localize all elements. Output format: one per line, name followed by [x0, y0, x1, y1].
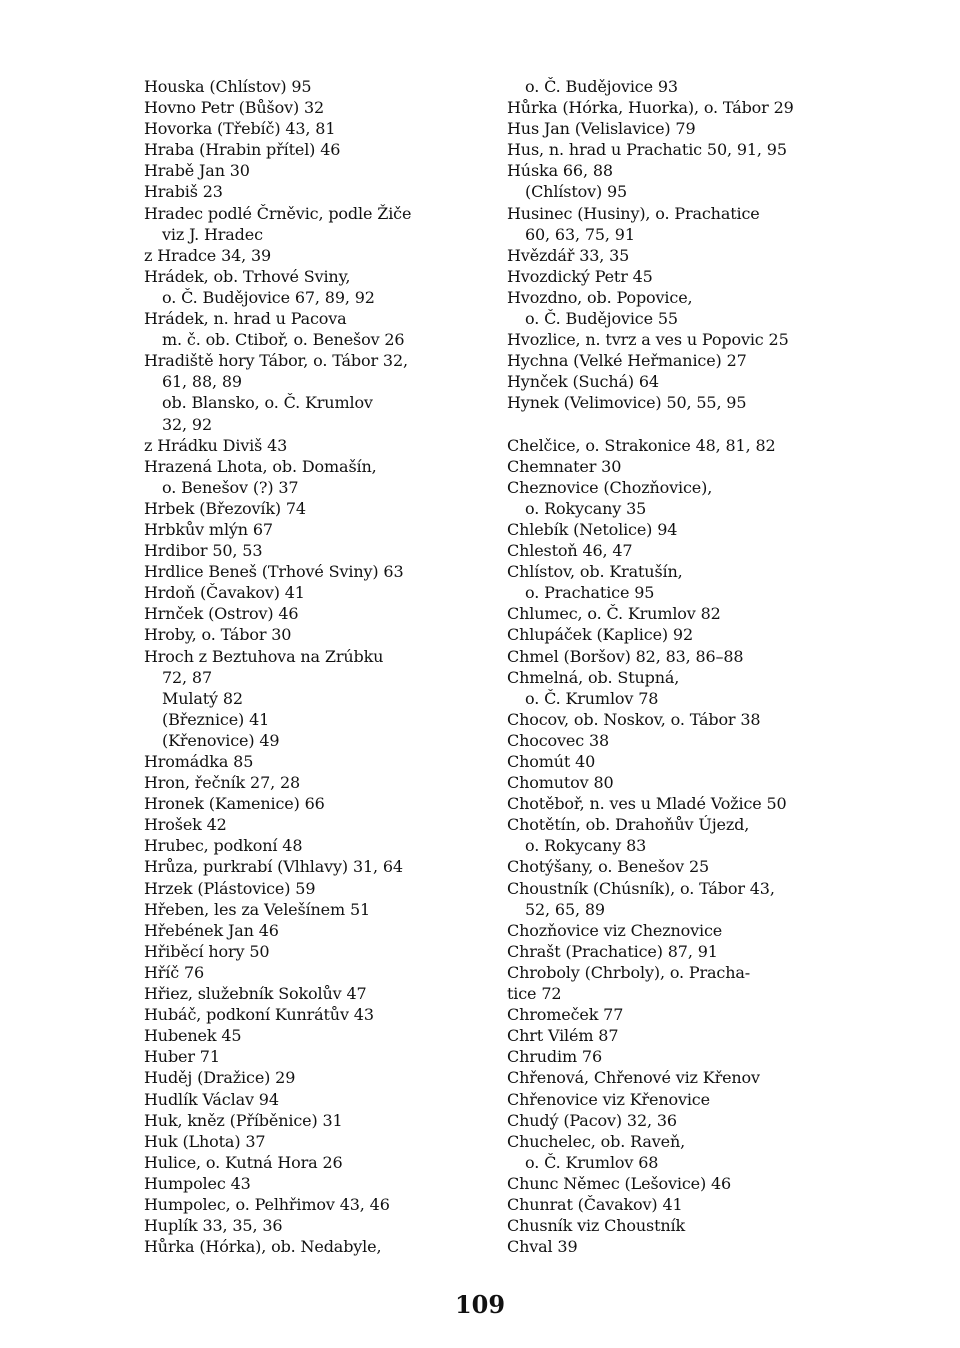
index-entry-line: Chozňovice viz Cheznovice — [507, 920, 723, 940]
index-entry-line: Chomutov 80 — [507, 773, 614, 793]
index-column-left — [144, 76, 462, 1257]
index-entry-line: Chuchelec, ob. Raveň, — [507, 1131, 686, 1151]
index-entry-line: Hychna (Velké Heřmanice) 27 — [507, 351, 747, 371]
index-gap — [507, 414, 827, 435]
index-entry-line: o. Prachatice 95 — [525, 583, 655, 603]
index-entry-line: ob. Blansko, o. Č. Krumlov — [162, 393, 373, 413]
index-entry-line: Chotětín, ob. Drahoňův Újezd, — [507, 815, 750, 835]
index-entry-line: Hůrka (Hórka), ob. Nedabyle, — [144, 1237, 382, 1257]
index-entry-line: Mulatý 82 — [162, 688, 243, 708]
index-entry-line: Hrošek 42 — [144, 815, 227, 835]
index-entry-line: Hrbek (Březovík) 74 — [144, 498, 306, 518]
index-entry-line: Hus Jan (Velislavice) 79 — [507, 119, 696, 139]
index-entry-line: Húska 66, 88 — [507, 161, 613, 181]
index-entry-line: Chlebík (Netolice) 94 — [507, 519, 678, 539]
index-entry-line: o. Č. Budějovice 93 — [525, 77, 678, 96]
index-entry-line: Hřeben, les za Velešínem 51 — [144, 899, 371, 919]
index-entry-line: Hus, n. hrad u Prachatic 50, 91, 95 — [507, 140, 787, 160]
index-entry-line: Chemnater 30 — [507, 456, 622, 476]
index-entry-line: Hraba (Hrabin přítel) 46 — [144, 140, 341, 160]
index-entry-line: o. Benešov (?) 37 — [162, 477, 299, 497]
index-entry-line: Hynček (Suchá) 64 — [507, 372, 659, 392]
index-entry-line: Huplík 33, 35, 36 — [144, 1216, 283, 1236]
index-entry-line: o. Rokycany 35 — [525, 498, 647, 518]
index-entry-line: Chlupáček (Kaplice) 92 — [507, 625, 693, 645]
index-entry-line: Hvozdno, ob. Popovice, — [507, 287, 693, 307]
index-entry-line: Huk, kněz (Příběnice) 31 — [144, 1110, 343, 1130]
index-entry-line: Hrádek, ob. Trhové Sviny, — [144, 266, 351, 286]
index-entry-line: Chomút 40 — [507, 752, 596, 771]
index-entry-line: Chrt Vilém 87 — [507, 1026, 619, 1046]
index-entry-line: Hrzek (Plástovice) 59 — [144, 878, 316, 898]
index-entry-line: Hrdlice Beneš (Trhové Sviny) 63 — [144, 562, 404, 582]
index-entry-line: Chlumec, o. Č. Krumlov 82 — [507, 604, 721, 624]
index-entry-line: Chval 39 — [507, 1237, 578, 1257]
index-entry-line: m. č. ob. Ctiboř, o. Benešov 26 — [162, 330, 405, 350]
index-entry-line: Hradec podlé Črněvic, podle Žiče — [144, 203, 412, 223]
index-entry-line: Hrůza, purkrabí (Vlhlavy) 31, 64 — [144, 857, 403, 877]
index-entry-line: o. Č. Krumlov 78 — [525, 688, 659, 708]
index-entry-line: Chmelná, ob. Stupná, — [507, 667, 680, 687]
index-entry-line: Hrdibor 50, 53 — [144, 541, 263, 561]
index-entry-line: 52, 65, 89 — [525, 899, 605, 919]
index-entry-line: o. Č. Budějovice 67, 89, 92 — [162, 287, 375, 307]
index-entry-line: Hvozdický Petr 45 — [507, 266, 653, 286]
index-entry-line: Humpolec 43 — [144, 1173, 251, 1193]
index-entry-line: Hroby, o. Tábor 30 — [144, 625, 292, 645]
index-entry-line: Hrabiš 23 — [144, 182, 223, 202]
index-entry-line: Hromádka 85 — [144, 752, 254, 771]
index-entry-line: Chlestoň 46, 47 — [507, 541, 633, 561]
index-entry-line: (Březnice) 41 — [162, 709, 270, 729]
index-entry-line: Hrbkův mlýn 67 — [144, 519, 273, 539]
index-entry-line: Hubáč, podkoní Kunrátův 43 — [144, 1005, 374, 1025]
index-entry-line: o. Rokycany 83 — [525, 836, 647, 856]
index-entry-line: (Křenovice) 49 — [162, 730, 280, 750]
index-entry-line: viz J. Hradec — [162, 224, 263, 244]
index-entry-line: Chmel (Boršov) 82, 83, 86–88 — [507, 646, 744, 666]
index-entry-line: Cheznovice (Chozňovice), — [507, 477, 713, 497]
index-entry-line: Hron, řečník 27, 28 — [144, 773, 301, 793]
index-entry-line: Hřebének Jan 46 — [144, 920, 279, 940]
index-entry-line: Hřiez, služebník Sokolův 47 — [144, 984, 367, 1004]
index-entry-line: o. Č. Budějovice 55 — [525, 309, 678, 329]
index-entry-line: Hradiště hory Tábor, o. Tábor 32, — [144, 351, 408, 371]
index-entry-line: Choustník (Chúsník), o. Tábor 43, — [507, 878, 775, 898]
index-entry-line: Chřenová, Chřenové viz Křenov — [507, 1068, 760, 1088]
index-entry-line: Chrašt (Prachatice) 87, 91 — [507, 941, 718, 961]
page-number: 109 — [454, 1290, 506, 1319]
index-entry-line: Huk (Lhota) 37 — [144, 1131, 266, 1151]
index-entry-line: Hynek (Velimovice) 50, 55, 95 — [507, 393, 747, 413]
index-entry-line: Chrudim 76 — [507, 1047, 602, 1067]
index-entry-line: Chunrat (Čavakov) 41 — [507, 1194, 683, 1214]
index-entry-line: Hrabě Jan 30 — [144, 161, 250, 181]
index-entry-line: Hroch z Beztuhova na Zrúbku — [144, 646, 384, 666]
index-entry-line: 61, 88, 89 — [162, 372, 242, 392]
index-entry-line: Hrnček (Ostrov) 46 — [144, 604, 299, 624]
index-entry-line: Husinec (Husiny), o. Prachatice — [507, 203, 760, 223]
index-entry-line: Chusník viz Choustník — [507, 1216, 686, 1236]
index-entry-line: Hřiběcí hory 50 — [144, 941, 270, 961]
index-entry-line: Hvězdář 33, 35 — [507, 245, 630, 265]
index-entry-line: Chocov, ob. Noskov, o. Tábor 38 — [507, 709, 761, 729]
index-entry-line: (Chlístov) 95 — [525, 182, 628, 202]
index-entry-line: Chotěboř, n. ves u Mladé Vožice 50 — [507, 794, 787, 814]
index-entry-line: Hrazená Lhota, ob. Domašín, — [144, 456, 377, 476]
index-column-right — [507, 76, 827, 1257]
index-entry-line: Hudlík Václav 94 — [144, 1089, 279, 1109]
index-entry-line: Chelčice, o. Strakonice 48, 81, 82 — [507, 435, 776, 455]
index-entry-line: Hůrka (Hórka, Huorka), o. Tábor 29 — [507, 98, 794, 118]
index-entry-line: Chromeček 77 — [507, 1005, 624, 1025]
index-entry-line: tice 72 — [507, 984, 562, 1004]
index-entry-line: Huber 71 — [144, 1047, 220, 1067]
index-entry-line: Hrdoň (Čavakov) 41 — [144, 583, 305, 603]
index-entry-line: Hubenek 45 — [144, 1026, 242, 1046]
index-entry-line: Hovorka (Třebíč) 43, 81 — [144, 119, 336, 139]
index-entry-line: Chudý (Pacov) 32, 36 — [507, 1110, 677, 1130]
index-entry-line: Hovno Petr (Bůšov) 32 — [144, 98, 325, 118]
index-entry-line: Chlístov, ob. Kratušín, — [507, 562, 683, 582]
index-entry-line: Chroboly (Chrboly), o. Pracha- — [507, 962, 751, 982]
index-entry-line: Hříč 76 — [144, 962, 205, 982]
index-entry-line: Huděj (Dražice) 29 — [144, 1068, 296, 1088]
index-entry-line: Chotýšany, o. Benešov 25 — [507, 857, 710, 877]
index-entry-line: Chřenovice viz Křenovice — [507, 1089, 710, 1109]
index-entry-line: Hulice, o. Kutná Hora 26 — [144, 1152, 343, 1172]
index-entry-line: z Hradce 34, 39 — [144, 245, 272, 265]
index-entry-line: z Hrádku Diviš 43 — [144, 435, 288, 455]
index-entry-line: Houska (Chlístov) 95 — [144, 77, 312, 96]
index-entry-line: Chunc Němec (Lešovice) 46 — [507, 1173, 732, 1193]
index-entry-line: Chocovec 38 — [507, 730, 610, 750]
index-entry-line: Humpolec, o. Pelhřimov 43, 46 — [144, 1194, 390, 1214]
index-entry-line: Hvozlice, n. tvrz a ves u Popovic 25 — [507, 330, 789, 350]
index-entry-line: Hronek (Kamenice) 66 — [144, 794, 325, 814]
index-entry-line: Hrádek, n. hrad u Pacova — [144, 309, 347, 329]
index-entry-line: Hrubec, podkoní 48 — [144, 836, 303, 856]
index-entry-line: 60, 63, 75, 91 — [525, 224, 635, 244]
index-entry-line: o. Č. Krumlov 68 — [525, 1152, 659, 1172]
index-entry-line: 72, 87 — [162, 667, 212, 687]
index-entry-line: 32, 92 — [162, 414, 212, 434]
